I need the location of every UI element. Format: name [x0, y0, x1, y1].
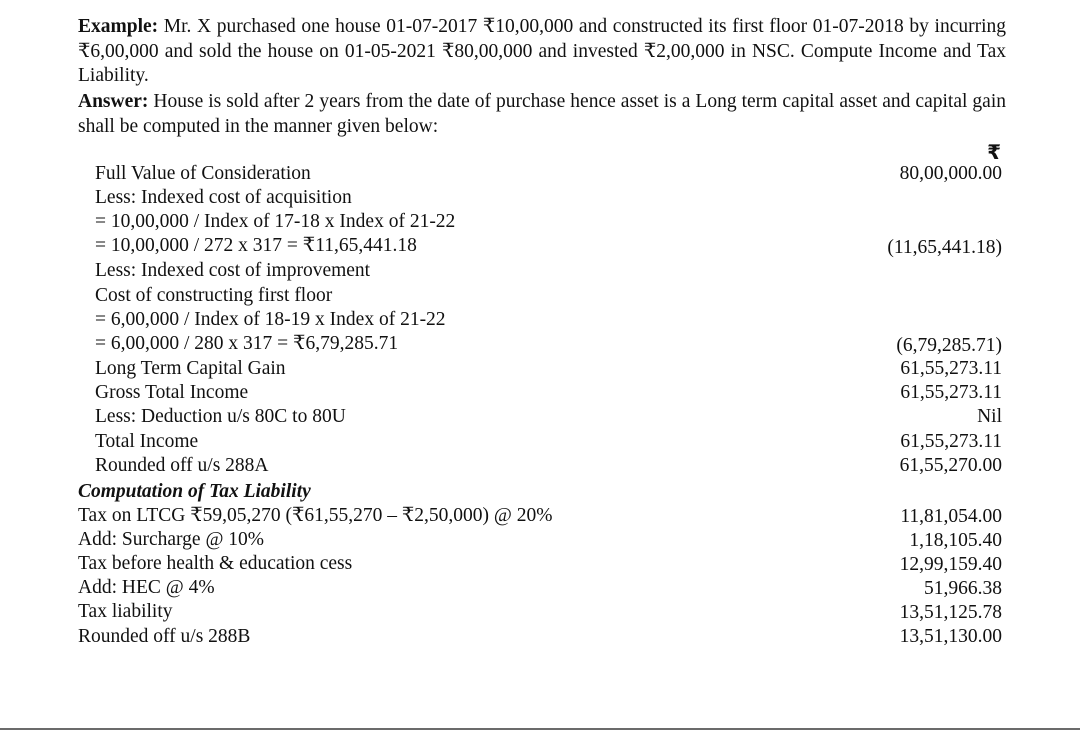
row-label: Add: Surcharge @ 10% — [78, 529, 265, 550]
row-amount: 1,18,105.40 — [909, 530, 1002, 551]
row-label: Gross Total Income — [95, 382, 249, 403]
row-amount: 61,55,273.11 — [900, 431, 1002, 452]
row-label: Less: Indexed cost of acquisition — [95, 187, 352, 208]
row-label: Tax before health & education cess — [78, 553, 353, 574]
row-label: Rounded off u/s 288B — [78, 626, 251, 647]
row-label: Total Income — [95, 431, 199, 452]
row-label: Tax liability — [78, 601, 173, 622]
row-amount: 61,55,270.00 — [899, 455, 1002, 476]
row-amount: 11,81,054.00 — [900, 506, 1002, 527]
row-amount: (11,65,441.18) — [887, 237, 1002, 258]
row-amount: 61,55,273.11 — [900, 358, 1002, 379]
row-amount: 13,51,130.00 — [899, 626, 1002, 647]
example-paragraph — [78, 15, 1006, 89]
row-label: = 10,00,000 / Index of 17-18 x Index of 21-22 — [95, 211, 456, 232]
currency-column-header: ₹ — [987, 140, 1001, 164]
row-label: = 10,00,000 / 272 x 317 = ₹11,65,441.18 — [95, 235, 417, 256]
row-amount: 61,55,273.11 — [900, 382, 1002, 403]
row-label: = 6,00,000 / 280 x 317 = ₹6,79,285.71 — [95, 333, 399, 354]
example-text: Mr. X purchased one house 01-07-2017 ₹10,00,000 and constructed its first floor 01-07-2018 by incurring ₹6,00,000 and sold the house on 01-05-2021 ₹80,00,000 and invested ₹2,00,000 in NSC. Compute Income and Tax Liability. — [78, 16, 1006, 86]
row-amount: Nil — [977, 406, 1002, 427]
row-label: Cost of constructing first floor — [95, 285, 333, 306]
answer-text: House is sold after 2 years from the date of purchase hence asset is a Long term capital asset and capital gain shall be computed in the manner given below: — [78, 91, 1006, 137]
row-label: = 6,00,000 / Index of 18-19 x Index of 21-22 — [95, 309, 446, 330]
row-label: Long Term Capital Gain — [95, 358, 286, 379]
answer-paragraph — [78, 90, 1006, 139]
row-label: Tax on LTCG ₹59,05,270 (₹61,55,270 – ₹2,50,000) @ 20% — [78, 505, 553, 526]
row-amount: (6,79,285.71) — [896, 335, 1002, 356]
row-label: Less: Indexed cost of improvement — [95, 260, 371, 281]
row-label: Less: Deduction u/s 80C to 80U — [95, 406, 346, 427]
row-amount: 51,966.38 — [924, 578, 1002, 599]
page-bottom-divider — [0, 728, 1080, 730]
row-label: Add: HEC @ 4% — [78, 577, 215, 598]
row-label: Rounded off u/s 288A — [95, 455, 269, 476]
example-label: Example: — [78, 16, 159, 37]
row-amount: 13,51,125.78 — [899, 602, 1002, 623]
row-label: Full Value of Consideration — [95, 163, 311, 184]
tax-section-heading: Computation of Tax Liability — [78, 481, 311, 502]
row-amount: 12,99,159.40 — [899, 554, 1002, 575]
row-amount: 80,00,000.00 — [899, 163, 1002, 184]
answer-label: Answer: — [78, 91, 149, 112]
